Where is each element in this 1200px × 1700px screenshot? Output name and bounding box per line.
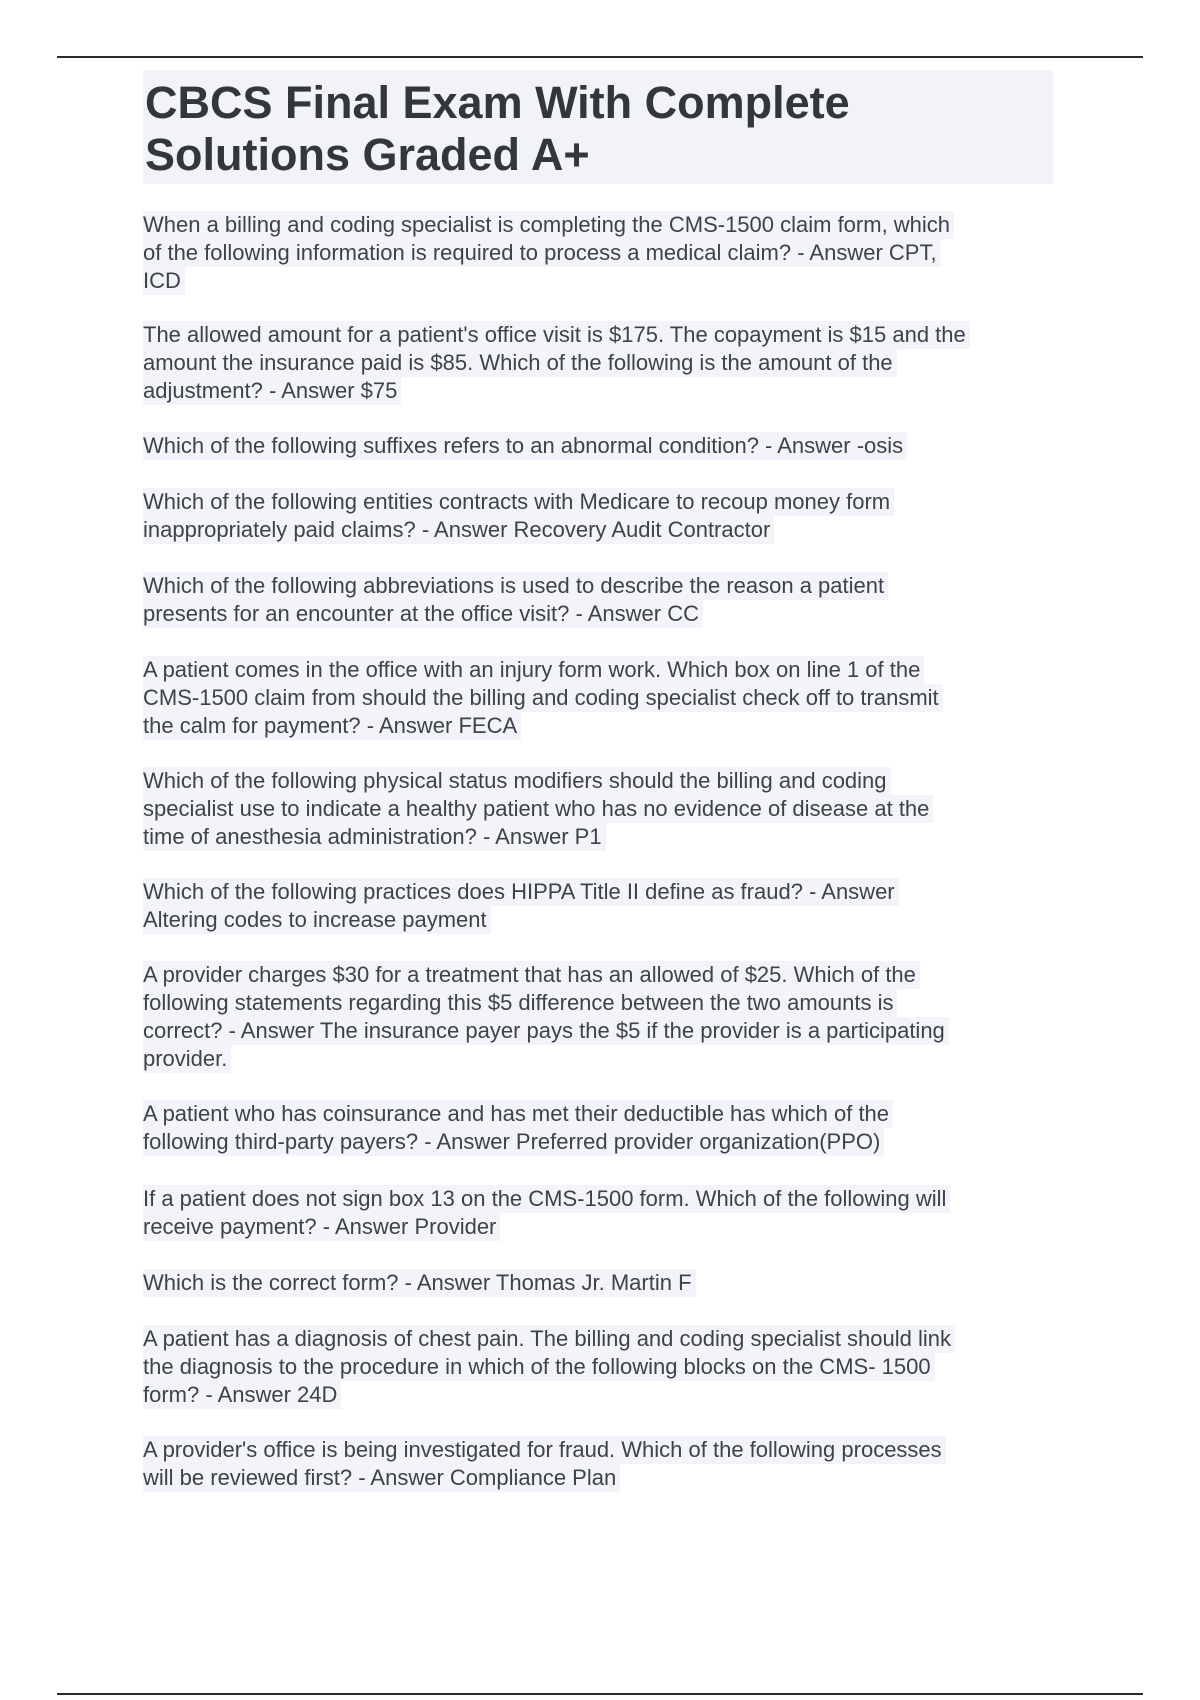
qa-item: [143, 961, 1073, 1073]
qa-line: CMS-1500 claim from should the billing and coding specialist check off to transmit: [143, 684, 943, 712]
qa-line: Which of the following abbreviations is used to describe the reason a patient: [143, 572, 888, 600]
qa-line: Which of the following entities contracts with Medicare to recoup money form: [143, 488, 894, 516]
qa-line: of the following information is required to process a medical claim? - Answer CPT,: [143, 239, 941, 267]
qa-line: ICD: [143, 267, 185, 295]
qa-line: following third-party payers? - Answer Preferred provider organization(PPO): [143, 1128, 884, 1156]
title-line: CBCS Final Exam With Complete: [145, 77, 850, 128]
qa-item: [143, 767, 1073, 851]
qa-item: [143, 1436, 1073, 1492]
qa-line: form? - Answer 24D: [143, 1381, 341, 1409]
qa-line: When a billing and coding specialist is completing the CMS-1500 claim form, which: [143, 211, 954, 239]
qa-line: presents for an encounter at the office visit? - Answer CC: [143, 600, 703, 628]
qa-line: Which of the following suffixes refers to an abnormal condition? - Answer -osis: [143, 432, 907, 460]
qa-line: Altering codes to increase payment: [143, 906, 491, 934]
qa-item: [143, 1325, 1073, 1409]
qa-item: [143, 1269, 1073, 1297]
document-title: [143, 70, 1053, 184]
qa-item: [143, 211, 1073, 295]
qa-line: adjustment? - Answer $75: [143, 377, 401, 405]
qa-line: provider.: [143, 1045, 231, 1073]
qa-line: A patient comes in the office with an injury form work. Which box on line 1 of the: [143, 656, 924, 684]
qa-line: the calm for payment? - Answer FECA: [143, 712, 521, 740]
qa-line: A patient has a diagnosis of chest pain. The billing and coding specialist should link: [143, 1325, 955, 1353]
qa-line: Which is the correct form? - Answer Thomas Jr. Martin F: [143, 1269, 696, 1297]
qa-line: A provider charges $30 for a treatment that has an allowed of $25. Which of the: [143, 961, 920, 989]
title-line: Solutions Graded A+: [145, 129, 590, 180]
qa-item: [143, 321, 1073, 405]
qa-line: will be reviewed first? - Answer Compliance Plan: [143, 1464, 620, 1492]
qa-line: correct? - Answer The insurance payer pays the $5 if the provider is a participating: [143, 1017, 949, 1045]
qa-line: amount the insurance paid is $85. Which of the following is the amount of the: [143, 349, 897, 377]
top-rule: [57, 56, 1143, 58]
qa-item: [143, 488, 1073, 544]
qa-item: [143, 432, 1073, 460]
qa-line: the diagnosis to the procedure in which of the following blocks on the CMS- 1500: [143, 1353, 935, 1381]
qa-item: [143, 1185, 1073, 1241]
qa-line: If a patient does not sign box 13 on the CMS-1500 form. Which of the following will: [143, 1185, 950, 1213]
qa-line: time of anesthesia administration? - Answer P1: [143, 823, 606, 851]
qa-line: following statements regarding this $5 difference between the two amounts is: [143, 989, 897, 1017]
qa-line: A provider's office is being investigated for fraud. Which of the following processes: [143, 1436, 946, 1464]
qa-item: [143, 1100, 1073, 1156]
qa-line: A patient who has coinsurance and has met their deductible has which of the: [143, 1100, 893, 1128]
qa-line: Which of the following practices does HIPPA Title II define as fraud? - Answer: [143, 878, 899, 906]
qa-item: [143, 656, 1073, 740]
qa-line: The allowed amount for a patient's office visit is $175. The copayment is $15 and the: [143, 321, 970, 349]
qa-line: receive payment? - Answer Provider: [143, 1213, 500, 1241]
qa-item: [143, 878, 1073, 934]
qa-line: specialist use to indicate a healthy patient who has no evidence of disease at the: [143, 795, 933, 823]
qa-line: inappropriately paid claims? - Answer Recovery Audit Contractor: [143, 516, 774, 544]
qa-item: [143, 572, 1073, 628]
bottom-rule: [57, 1693, 1143, 1695]
qa-line: Which of the following physical status modifiers should the billing and coding: [143, 767, 891, 795]
